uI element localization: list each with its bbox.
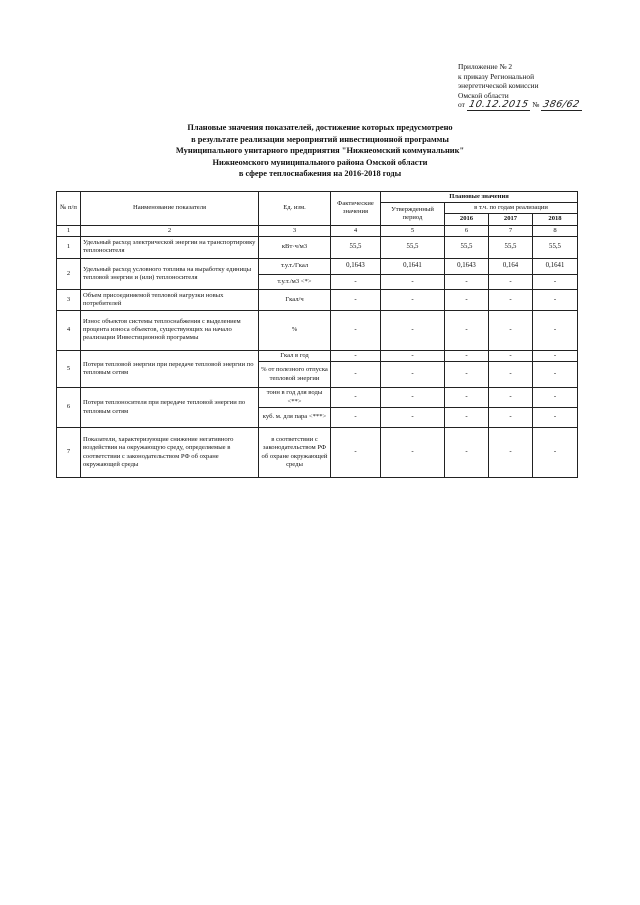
row-value: -	[381, 274, 445, 289]
header-name: Наименование показателя	[81, 192, 259, 226]
row-value: -	[533, 274, 578, 289]
row-value: 55,5	[445, 236, 489, 258]
title-line-4: Нижнеомского муниципального района Омской области	[212, 157, 428, 167]
row-name: Удельный расход условного топлива на выработку единицы тепловой энергии и (или) теплоносителя	[81, 258, 259, 289]
row-value: -	[331, 274, 381, 289]
row-value: -	[445, 310, 489, 350]
row-unit: тонн в год для воды <**>	[259, 388, 331, 408]
row-value: -	[381, 289, 445, 310]
header-planned: Плановые значения	[381, 192, 578, 203]
title-line-3: Муниципального унитарного предприятия "Нижнеомский коммунальник"	[175, 146, 465, 156]
table-row	[57, 388, 578, 408]
row-value: -	[331, 289, 381, 310]
row-name: Показатели, характеризующие снижение негативного воздействия на окружающую среду, определяемые в соответствии с законодательством РФ об охране окружающей среды	[81, 428, 259, 478]
order-date-number	[458, 100, 628, 111]
row-value: -	[331, 388, 381, 408]
row-value: -	[445, 388, 489, 408]
row-value: 55,5	[489, 236, 533, 258]
row-name: Потери тепловой энергии при передаче тепловой энергии по тепловым сетям	[81, 350, 259, 387]
row-value: -	[445, 408, 489, 428]
row-value: -	[331, 310, 381, 350]
col-number: 2	[81, 225, 259, 236]
table-row	[57, 289, 578, 310]
col-number: 6	[445, 225, 489, 236]
row-value: 0,1641	[533, 258, 578, 274]
title-line-1: Плановые значения показателей, достижение которых предусмотрено	[187, 123, 453, 132]
row-value: -	[533, 362, 578, 388]
row-value: -	[445, 428, 489, 478]
row-value: 0,1641	[381, 258, 445, 274]
col-number: 5	[381, 225, 445, 236]
row-num: 1	[57, 236, 81, 258]
appendix-line-4: Омской области	[458, 90, 509, 100]
row-value: -	[381, 350, 445, 361]
col-number: 8	[533, 225, 578, 236]
row-unit: в соответствии с законодательством РФ об охране окружающей среды	[259, 428, 331, 478]
row-value: -	[533, 388, 578, 408]
header-2018: 2018	[533, 214, 578, 225]
row-value: 55,5	[331, 236, 381, 258]
appendix-line-2: к приказу Региональной	[458, 71, 535, 81]
row-num: 2	[57, 258, 81, 289]
row-value: 0,164	[489, 258, 533, 274]
row-value: -	[381, 362, 445, 388]
header-num: № п/п	[57, 192, 81, 226]
row-unit: т.у.т./м3 <*>	[259, 274, 331, 289]
col-number: 1	[57, 225, 81, 236]
row-name: Износ объектов системы теплоснабжения с выделением процента износа объектов, существующих на начало реализации Инвестиционной программы	[81, 310, 259, 350]
row-num: 7	[57, 428, 81, 478]
row-value: -	[331, 350, 381, 361]
number-label: №	[532, 100, 540, 110]
appendix-line-1: Приложение № 2	[458, 62, 513, 71]
row-num: 5	[57, 350, 81, 387]
header-actual: Фактические значения	[331, 192, 381, 226]
header-unit: Ед. изм.	[259, 192, 331, 226]
row-value: -	[489, 408, 533, 428]
row-value: -	[533, 408, 578, 428]
row-value: -	[331, 408, 381, 428]
row-unit: Гкал в год	[259, 350, 331, 361]
row-value: 55,5	[533, 236, 578, 258]
row-value: -	[489, 350, 533, 361]
row-value: -	[381, 388, 445, 408]
table-row	[57, 310, 578, 350]
from-label: от	[458, 100, 465, 110]
row-value: -	[445, 289, 489, 310]
row-value: -	[533, 428, 578, 478]
row-name: Объем присоединяемой тепловой нагрузки новых потребителей	[81, 289, 259, 310]
row-value: -	[331, 428, 381, 478]
order-date: 10.12.2015	[467, 99, 530, 111]
row-name: Потери теплоносителя при передаче тепловой энергии по тепловым сетям	[81, 388, 259, 428]
column-number-row	[57, 225, 578, 236]
row-value: -	[489, 428, 533, 478]
row-unit: %	[259, 310, 331, 350]
row-num: 3	[57, 289, 81, 310]
col-number: 7	[489, 225, 533, 236]
row-value: -	[381, 408, 445, 428]
row-value: -	[533, 350, 578, 361]
col-number: 4	[331, 225, 381, 236]
row-value: -	[445, 350, 489, 361]
row-value: -	[489, 289, 533, 310]
header-approved: Утвержденный период	[381, 203, 445, 225]
row-unit: т.у.т./Гкал	[259, 258, 331, 274]
table-row	[57, 350, 578, 361]
row-unit: Гкал/ч	[259, 289, 331, 310]
table-row	[57, 236, 578, 258]
title-line-5: в сфере теплоснабжения на 2016-2018 годы	[238, 169, 402, 179]
row-unit: кВт·ч/м3	[259, 236, 331, 258]
row-name: Удельный расход электрической энергии на транспортировку теплоносителя	[81, 236, 259, 258]
row-value: -	[331, 362, 381, 388]
row-unit: % от полезного отпуска тепловой энергии	[259, 362, 331, 388]
appendix-line-3: энергетической комиссии	[458, 81, 539, 91]
table-row	[57, 428, 578, 478]
order-number: 386/62	[542, 99, 581, 111]
row-value: -	[381, 310, 445, 350]
row-value: 0,1643	[445, 258, 489, 274]
title-line-2: в результате реализации мероприятий инвестиционной программы	[191, 134, 449, 144]
row-value: -	[489, 310, 533, 350]
row-value: 55,5	[381, 236, 445, 258]
row-value: -	[489, 362, 533, 388]
row-value: -	[489, 274, 533, 289]
row-value: -	[381, 428, 445, 478]
header-2016: 2016	[445, 214, 489, 225]
row-value: -	[489, 388, 533, 408]
col-number: 3	[259, 225, 331, 236]
row-value: 0,1643	[331, 258, 381, 274]
row-num: 6	[57, 388, 81, 428]
table-row	[57, 258, 578, 274]
row-value: -	[533, 310, 578, 350]
row-num: 4	[57, 310, 81, 350]
row-value: -	[445, 274, 489, 289]
header-by-years: в т.ч. по годам реализации	[445, 203, 578, 214]
indicators-table	[56, 191, 578, 478]
document-title	[100, 122, 540, 180]
row-value: -	[445, 362, 489, 388]
header-2017: 2017	[489, 214, 533, 225]
row-unit: куб. м. для пара <***>	[259, 408, 331, 428]
appendix-block	[458, 62, 628, 111]
row-value: -	[533, 289, 578, 310]
